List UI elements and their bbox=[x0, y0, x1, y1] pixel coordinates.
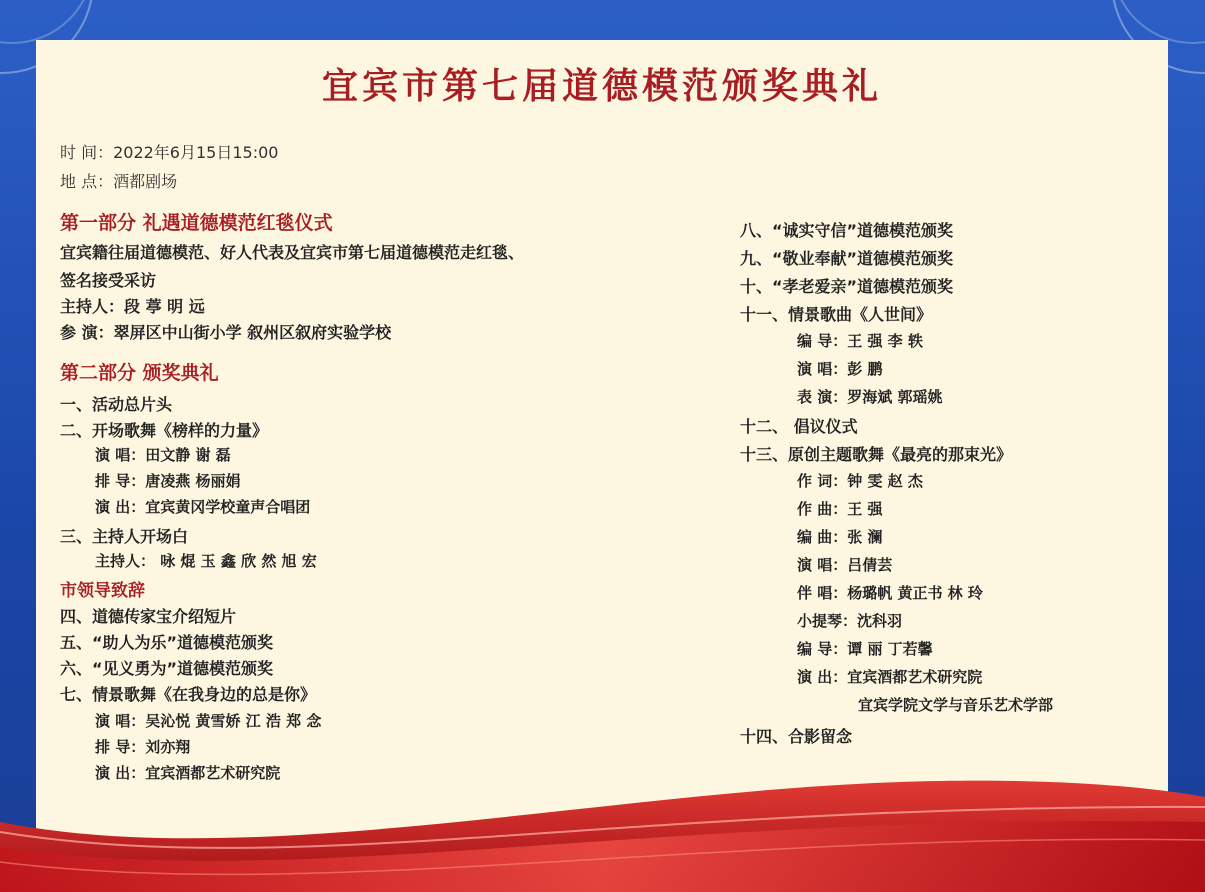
program-detail: 宜宾学院文学与音乐艺术学部 bbox=[858, 696, 1054, 714]
program-item: 二、开场歌舞《榜样的力量》 bbox=[60, 421, 269, 440]
event-place: 地 点：酒都剧场 bbox=[60, 172, 178, 191]
red-ribbon-decoration bbox=[0, 752, 1205, 892]
program-item: 十三、原创主题歌舞《最亮的那束光》 bbox=[740, 445, 1013, 464]
program-detail: 编 导：王 强 李 轶 bbox=[797, 332, 923, 350]
program-detail: 排 导：刘亦翔 bbox=[95, 738, 191, 756]
page-title: 宜宾市第七届道德模范颁奖典礼 bbox=[321, 65, 882, 107]
program-item: 一、活动总片头 bbox=[60, 395, 173, 414]
program-item: 七、情景歌舞《在我身边的总是你》 bbox=[60, 685, 317, 704]
program-detail: 作 词：钟 雯 赵 杰 bbox=[797, 472, 923, 490]
program-item: 八、“诚实守信”道德模范颁奖 bbox=[740, 221, 954, 240]
part1-desc: 签名接受采访 bbox=[60, 271, 157, 290]
program-item: 十、“孝老爱亲”道德模范颁奖 bbox=[740, 277, 954, 296]
program-detail: 演 出：宜宾黄冈学校童声合唱团 bbox=[95, 498, 311, 516]
program-item: 三、主持人开场白 bbox=[60, 527, 189, 546]
program-detail: 演 出：宜宾酒都艺术研究院 bbox=[797, 668, 983, 686]
program-item: 十四、合影留念 bbox=[740, 727, 853, 746]
program-detail: 演 唱：吴沁悦 黄雪娇 江 浩 郑 念 bbox=[95, 712, 322, 730]
program-item: 九、“敬业奉献”道德模范颁奖 bbox=[740, 249, 954, 268]
program-item: 四、道德传家宝介绍短片 bbox=[60, 607, 237, 626]
program-detail: 演 唱：田文静 谢 磊 bbox=[95, 446, 231, 464]
part1-title: 第一部分 礼遇道德模范红毯仪式 bbox=[60, 212, 333, 234]
program-detail: 编 曲：张 澜 bbox=[797, 528, 883, 546]
program-detail: 小提琴：沈科羽 bbox=[797, 612, 903, 630]
program-detail: 表 演：罗海斌 郭瑶姚 bbox=[797, 388, 943, 406]
program-detail: 演 唱：吕倩芸 bbox=[797, 556, 893, 574]
program-item: 六、“见义勇为”道德模范颁奖 bbox=[60, 659, 274, 678]
part1-performers: 参 演：翠屏区中山街小学 叙州区叙府实验学校 bbox=[60, 323, 392, 342]
program-item: 十一、情景歌曲《人世间》 bbox=[740, 305, 933, 324]
event-time: 时 间：2022年6月15日15:00 bbox=[60, 143, 279, 162]
program-item: 十二、 倡议仪式 bbox=[740, 417, 858, 436]
program-item: 五、“助人为乐”道德模范颁奖 bbox=[60, 633, 274, 652]
part1-host: 主持人：段 葶 明 远 bbox=[60, 297, 205, 316]
program-detail: 排 导：唐凌燕 杨丽娟 bbox=[95, 472, 241, 490]
program-detail: 主持人： 咏 焜 玉 鑫 欣 然 旭 宏 bbox=[95, 552, 317, 570]
part2-title: 第二部分 颁奖典礼 bbox=[60, 362, 219, 384]
program-detail: 伴 唱：杨璐帆 黄正书 林 玲 bbox=[797, 584, 983, 602]
part1-desc: 宜宾籍往届道德模范、好人代表及宜宾市第七届道德模范走红毯、 bbox=[60, 243, 525, 262]
program-detail: 编 导：谭 丽 丁若馨 bbox=[797, 640, 933, 658]
leader-speech: 市领导致辞 bbox=[60, 581, 145, 601]
program-detail: 演 唱：彭 鹏 bbox=[797, 360, 883, 378]
program-detail: 演 出：宜宾酒都艺术研究院 bbox=[95, 764, 281, 782]
program-detail: 作 曲：王 强 bbox=[797, 500, 883, 518]
